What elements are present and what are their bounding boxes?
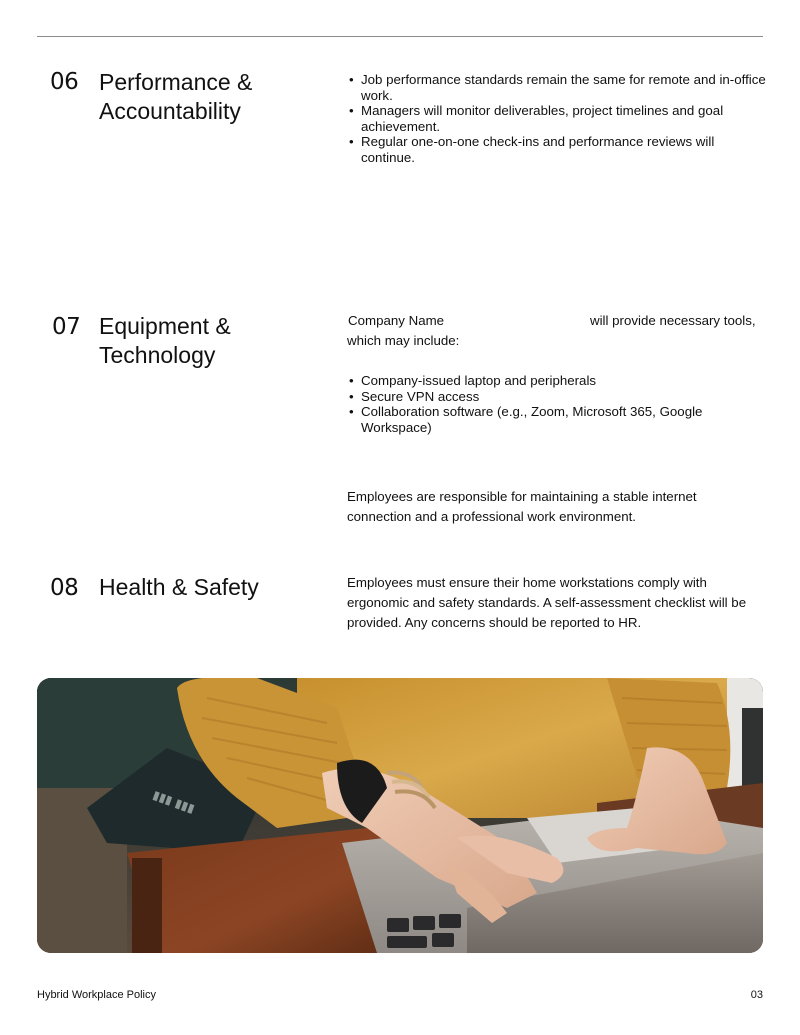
- list-item: • Managers will monitor deliverables, project timelines and goal achievement.: [347, 103, 767, 134]
- intro-line: [347, 311, 767, 331]
- section-title: Performance & Accountability: [99, 69, 253, 124]
- section-title: Health & Safety: [99, 574, 259, 600]
- document-title: Hybrid Workplace Policy: [37, 989, 157, 1001]
- body-paragraph: Employees must ensure their home workstations comply with ergonomic and safety standards. A self-assessment checklist will be provided. Any concerns should be reported to HR.: [347, 575, 747, 630]
- svg-text:▮▮▮ ▮▮▮: ▮▮▮ ▮▮▮: [150, 787, 197, 816]
- list-item: • Job performance standards remain the same for remote and in-office work.: [347, 72, 767, 103]
- top-divider: [37, 36, 763, 37]
- intro-text: will provide necessary tools,: [590, 313, 756, 328]
- section-body: [347, 573, 747, 633]
- list-item: • Secure VPN access: [347, 389, 767, 405]
- section-number: 06: [50, 69, 79, 95]
- section-body: [347, 311, 767, 527]
- list-item: • Collaboration software (e.g., Zoom, Microsoft 365, Google Workspace): [347, 404, 717, 435]
- section-body: [347, 72, 767, 166]
- photo-illustration: [37, 678, 763, 953]
- page-number: 03: [750, 989, 763, 1001]
- closing-paragraph: Employees are responsible for maintaining a stable internet connection and a professional work environment.: [347, 489, 697, 525]
- intro-line-2: which may include:: [347, 333, 460, 348]
- section-title: Equipment & Technology: [99, 313, 231, 368]
- bullet-list: [347, 72, 767, 166]
- section-number: 08: [50, 575, 79, 601]
- bullet-list: [347, 373, 767, 435]
- list-item: • Company-issued laptop and peripherals: [347, 373, 767, 389]
- company-name-field[interactable]: Company Name: [348, 313, 445, 328]
- workspace-photo: [37, 678, 763, 953]
- list-item: • Regular one-on-one check-ins and performance reviews will continue.: [347, 134, 767, 165]
- section-number: 07: [52, 314, 81, 340]
